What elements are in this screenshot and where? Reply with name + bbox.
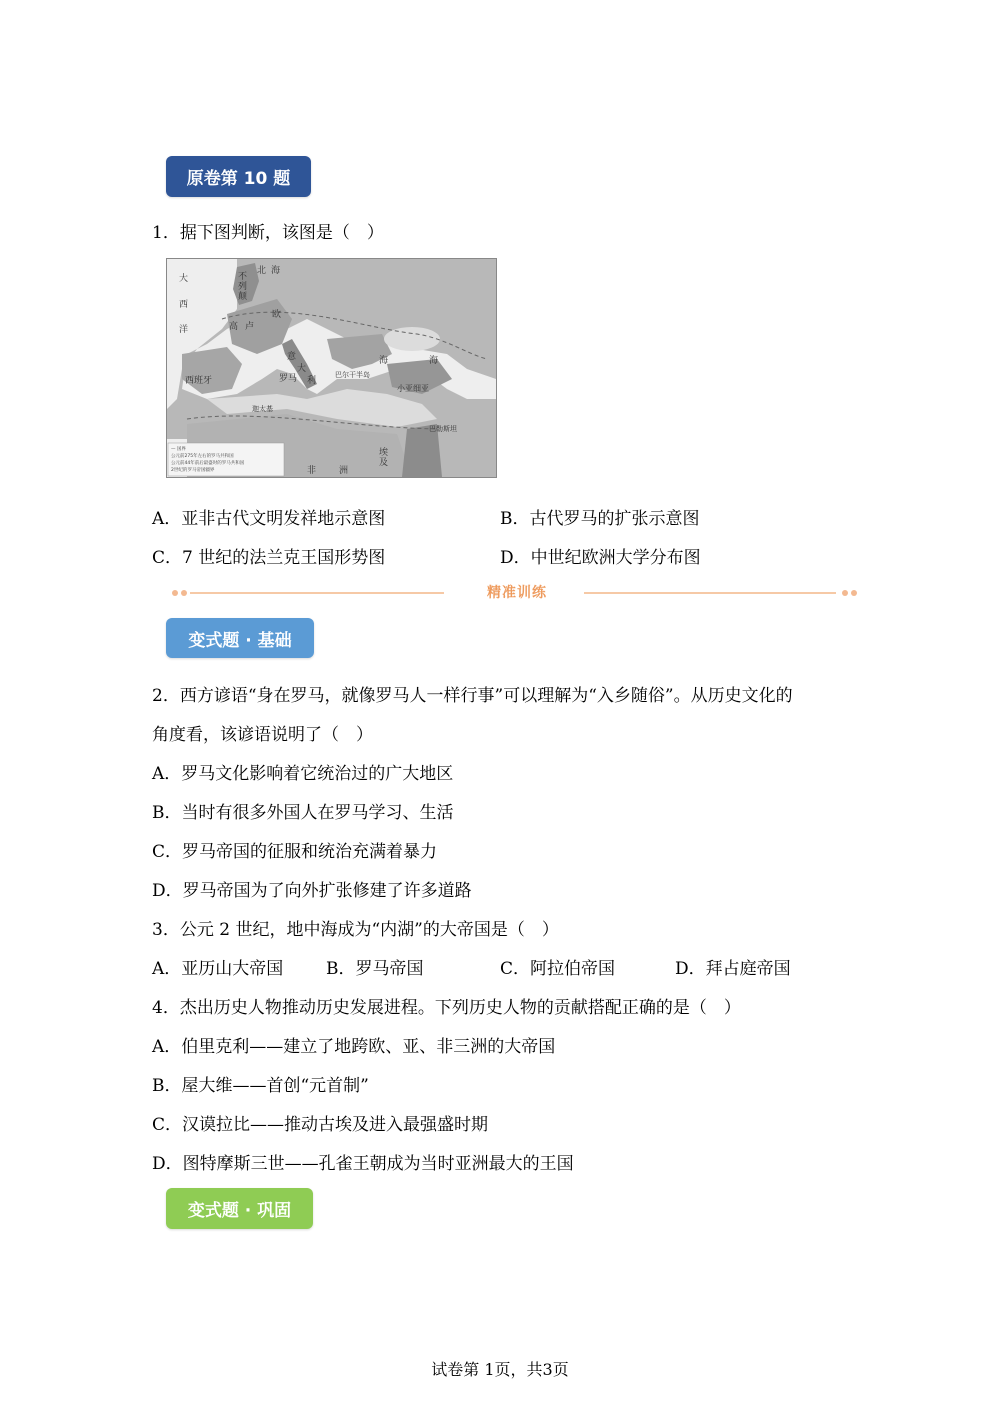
- q3-option-c[interactable]: C．阿拉伯帝国: [500, 959, 616, 979]
- map-label: 颠: [238, 292, 248, 302]
- map-label: 洲: [339, 466, 349, 476]
- q3-option-b[interactable]: B．罗马帝国: [326, 959, 424, 979]
- map-label: 西班牙: [185, 376, 213, 386]
- roman-expansion-map: [166, 258, 497, 478]
- q3-option-a[interactable]: A．亚历山大帝国: [152, 959, 284, 979]
- map-label: 海: [379, 356, 389, 366]
- map-label: 西: [179, 300, 189, 310]
- map-label: 欧: [272, 310, 282, 320]
- q2-option-d[interactable]: D．罗马帝国为了向外扩张修建了许多道路: [152, 881, 472, 901]
- divider-title: 精准训练: [487, 585, 547, 601]
- map-label: 罗马: [279, 374, 298, 384]
- map-label: 高: [229, 322, 239, 332]
- map-label: 海: [271, 266, 281, 276]
- original-question-tag: [166, 156, 311, 197]
- map-label: 意: [287, 352, 297, 362]
- map-label: 不: [238, 272, 248, 282]
- map-label: 北: [257, 266, 267, 276]
- q4-option-a[interactable]: A．伯里克利——建立了地跨欧、亚、非三洲的大帝国: [152, 1037, 556, 1057]
- map-label: 埃: [379, 448, 389, 458]
- section-divider: [172, 582, 860, 604]
- variant-basic-tag: [166, 618, 314, 658]
- q2-option-c[interactable]: C．罗马帝国的征服和统治充满着暴力: [152, 842, 438, 862]
- map-label: 小亚细亚: [397, 384, 429, 393]
- q1-option-c[interactable]: C．7 世纪的法兰克王国形势图: [152, 548, 386, 568]
- map-label: 卢: [245, 322, 255, 332]
- map-label: 非: [307, 466, 317, 476]
- map-drawing: [167, 259, 496, 477]
- q4-option-c[interactable]: C．汉谟拉比——推动古埃及进入最强盛时期: [152, 1115, 489, 1135]
- map-label: 巴尔干半岛: [335, 371, 370, 379]
- map-label: 列: [238, 282, 248, 292]
- map-legend-item: 2世纪的罗马帝国疆界: [171, 468, 215, 473]
- map-label: 巴勒斯坦: [429, 425, 457, 433]
- map-label: 洋: [179, 325, 189, 335]
- map-label: 利: [307, 376, 317, 386]
- variant-basic-tag-label: 变式题 · 基础: [188, 630, 292, 651]
- q2-stem-line1: 2．西方谚语“身在罗马，就像罗马人一样行事”可以理解为“入乡随俗”。从历史文化的: [152, 686, 793, 706]
- q1-option-d[interactable]: D．中世纪欧洲大学分布图: [500, 548, 701, 568]
- q1-option-a[interactable]: A．亚非古代文明发祥地示意图: [152, 509, 386, 529]
- map-label: 大: [179, 274, 189, 284]
- q1-option-b[interactable]: B．古代罗马的扩张示意图: [500, 509, 700, 529]
- map-label: 海: [429, 356, 439, 366]
- q3-option-d[interactable]: D．拜占庭帝国: [675, 959, 791, 979]
- map-legend-item: 公元前44年前后最盛时的罗马共和国: [171, 461, 245, 466]
- q2-option-b[interactable]: B．当时有很多外国人在罗马学习、生活: [152, 803, 454, 823]
- page-footer: 试卷第 1页，共3页: [431, 1360, 569, 1379]
- variant-consolidate-tag: [166, 1188, 313, 1229]
- q2-stem-line2: 角度看，该谚语说明了（ ）: [152, 725, 373, 745]
- q1-stem: 1．据下图判断，该图是（ ）: [152, 223, 384, 243]
- q4-option-d[interactable]: D．图特摩斯三世——孔雀王朝成为当时亚洲最大的王国: [152, 1154, 574, 1174]
- q2-option-a[interactable]: A．罗马文化影响着它统治过的广大地区: [152, 764, 454, 784]
- map-legend-item: — 国界: [171, 447, 186, 452]
- map-label: 及: [379, 458, 389, 468]
- original-question-tag-label: 原卷第 10 题: [186, 169, 291, 189]
- map-label: 迦太基: [252, 405, 273, 413]
- q3-stem: 3．公元 2 世纪，地中海成为“内湖”的大帝国是（ ）: [152, 920, 559, 940]
- variant-consolidate-tag-label: 变式题 · 巩固: [187, 1201, 292, 1221]
- q4-option-b[interactable]: B．屋大维——首创“元首制”: [152, 1076, 369, 1096]
- q4-stem: 4．杰出历史人物推动历史发展进程。下列历史人物的贡献搭配正确的是（ ）: [152, 998, 741, 1018]
- map-legend-item: 公元前275年左右的罗马共和国: [171, 454, 234, 459]
- map-label: 大: [297, 364, 307, 374]
